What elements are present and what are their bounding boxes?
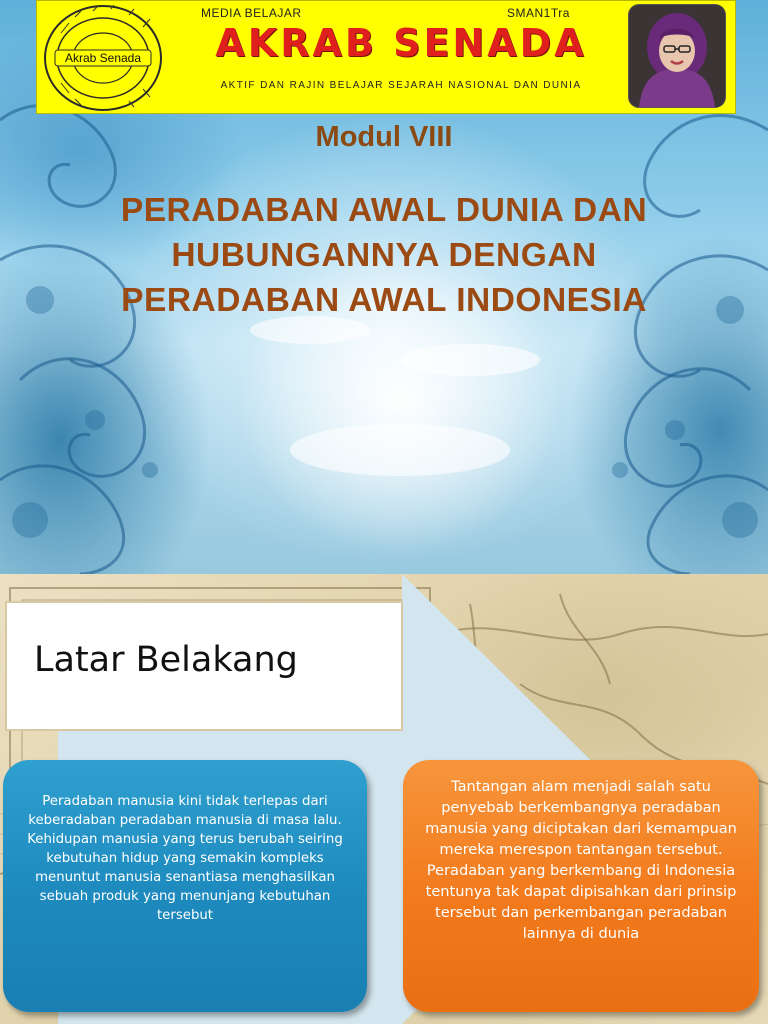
title-line: PERADABAN AWAL INDONESIA — [121, 282, 647, 319]
title-line: PERADABAN AWAL DUNIA DAN — [120, 192, 648, 229]
main-title — [40, 188, 728, 323]
section-heading: Latar Belakang — [34, 640, 298, 680]
school-code-tag: SMAN1Tra — [507, 6, 570, 20]
school-seal-logo — [41, 3, 165, 113]
banner-subtitle: AKTIF DAN RAJIN BELAJAR SEJARAH NASIONAL DAN DUNIA — [220, 80, 582, 91]
module-label: Modul VIII — [315, 121, 453, 153]
media-belajar-tag: MEDIA BELAJAR — [201, 6, 302, 20]
right-text-card: Tantangan alam menjadi salah satu penyebab berkembangnya peradaban manusia yang diciptakan dari kemampuan mereka merespon tantangan tersebut. Peradaban yang berkembang di Indonesia tentunya tak dapat dipisahkan dari prinsip tersebut dan perkembangan peradaban lainnya di dunia — [403, 760, 759, 1012]
header-banner — [36, 0, 736, 114]
left-text-card: Peradaban manusia kini tidak terlepas dari keberadaban peradaban manusia di masa lalu. Kehidupan manusia yang terus berubah seiring kebutuhan hidup yang semakin kompleks menuntut manusia senantiasa menghasilkan sebuah produk yang menunjang kebutuhan tersebut — [3, 760, 367, 1012]
banner-title: AKRAB SENADA — [215, 21, 587, 65]
author-photo — [629, 5, 725, 107]
title-line: HUBUNGANNYA DENGAN — [171, 237, 597, 274]
background-slide — [0, 574, 768, 1024]
portrait-illustration — [629, 5, 725, 107]
seal-center-text: Akrab Senada — [64, 51, 142, 65]
